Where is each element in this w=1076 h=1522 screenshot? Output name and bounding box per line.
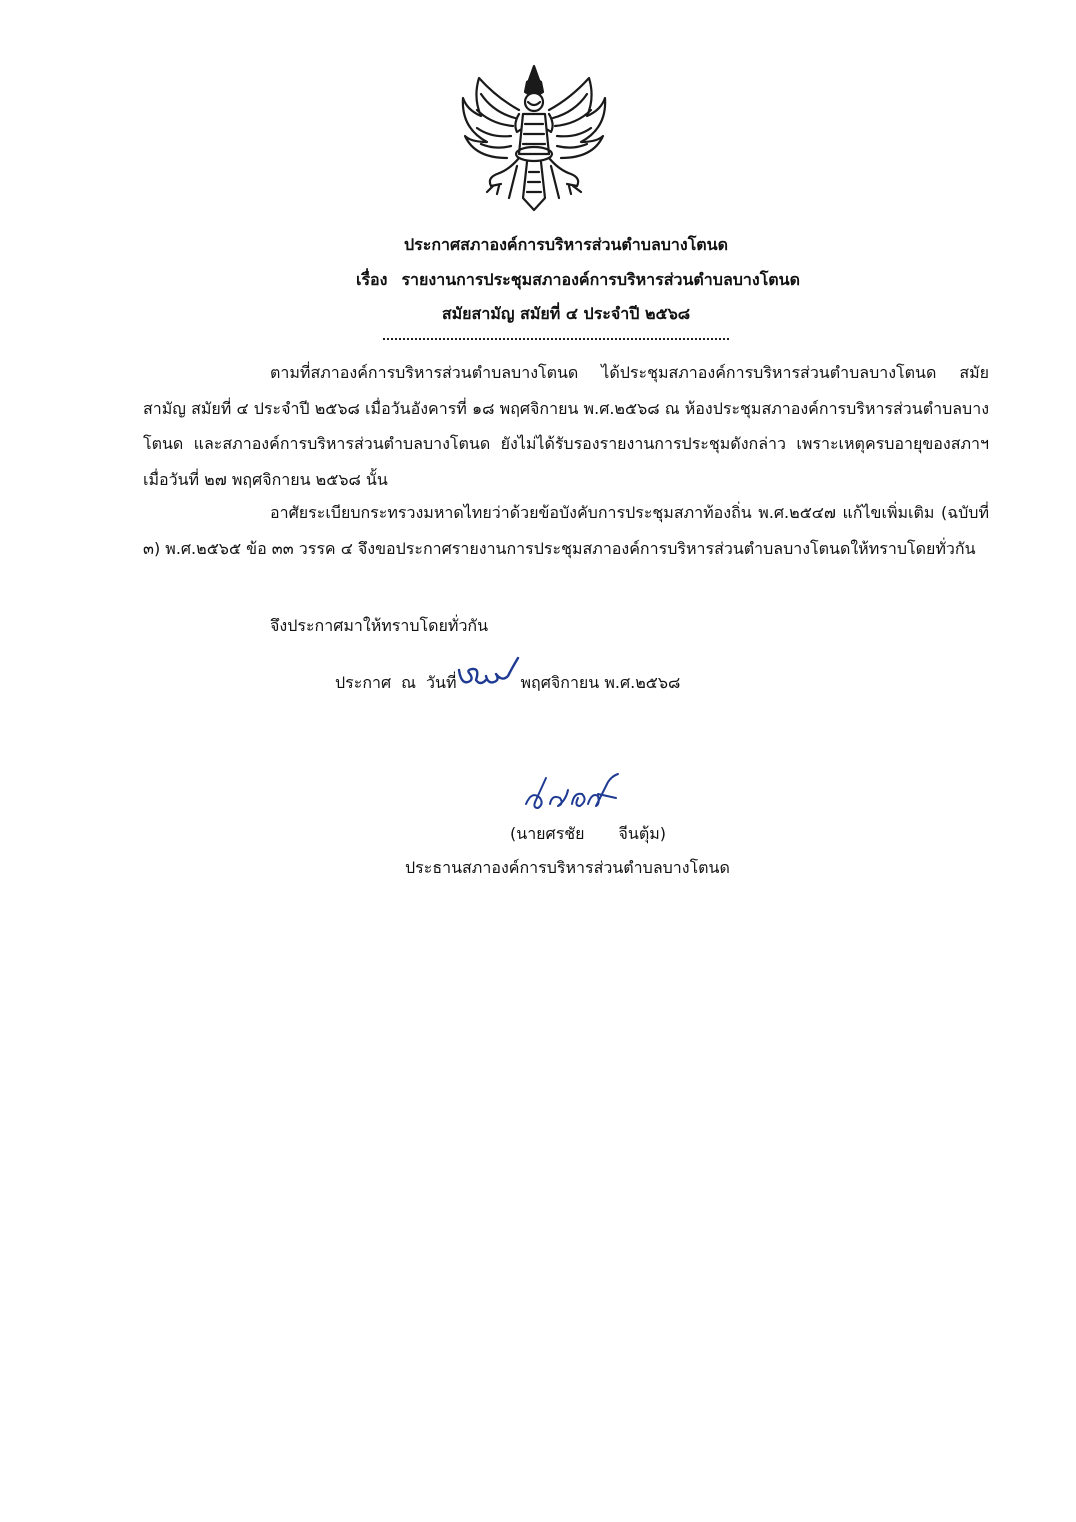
subject-label: เรื่อง [355,270,388,289]
dateline-at: ณ [401,673,417,692]
signer-name [510,822,666,846]
body-paragraph-1 [143,355,989,497]
body-paragraph-2 [143,495,989,566]
dateline-month-year: พฤศจิกายน พ.ศ.๒๕๖๘ [520,673,681,692]
handwritten-day [456,664,520,694]
signer-given-name: นายศรชัย [516,824,585,843]
dotted-divider [383,326,729,340]
signer-family-name: จีนตุ้ม [618,824,660,843]
garuda-emblem-icon [457,58,611,216]
open-paren: ( [510,824,517,843]
dateline [335,664,680,695]
paragraph-2-text: อาศัยระเบียบกระทรวงมหาดไทยว่าด้วยข้อบังคับการประชุมสภาท้องถิ่น พ.ศ.๒๕๔๗ แก้ไขเพิ่มเติม (ฉบับที่ ๓) พ.ศ.๒๕๖๕ ข้อ ๓๓ วรรค ๔ จึงขอประกาศรายงานการประชุมสภาองค์การบริหารส่วนตำบลบางโตนดให้ทราบโดยทั่วกัน [143,503,989,558]
dateline-day-label: วันที่ [426,673,457,692]
session-line: สมัยสามัญ สมัยที่ ๔ ประจำปี ๒๕๖๘ [441,304,691,323]
handwritten-signature [522,764,632,820]
signer-position: ประธานสภาองค์การบริหารส่วนตำบลบางโตนด [405,858,730,877]
closing-line: จึงประกาศมาให้ทราบโดยทั่วกัน [270,616,489,635]
dateline-prefix: ประกาศ [335,673,392,692]
subject-text: รายงานการประชุมสภาองค์การบริหารส่วนตำบลบางโตนด [401,270,801,289]
announcement-title: ประกาศสภาองค์การบริหารส่วนตำบลบางโตนด [403,235,729,254]
paragraph-1-text: ตามที่สภาองค์การบริหารส่วนตำบลบางโตนด ได้ประชุมสภาองค์การบริหารส่วนตำบลบางโตนด สมัยสามัญ สมัยที่ ๔ ประจำปี ๒๕๖๘ เมื่อวันอังคารที่ ๑๘ พฤศจิกายน พ.ศ.๒๕๖๘ ณ ห้องประชุมสภาองค์การบริหารส่วนตำบลบางโตนด และสภาองค์การบริหารส่วนตำบลบางโตนด ยังไม่ได้รับรองรายงานการประชุมดังกล่าว เพราะเหตุครบอายุของสภาฯ เมื่อวันที่ ๒๗ พฤศจิกายน ๒๕๖๘ นั้น [143,363,990,489]
announcement-subject [40,268,1076,292]
close-paren: ) [659,824,667,843]
